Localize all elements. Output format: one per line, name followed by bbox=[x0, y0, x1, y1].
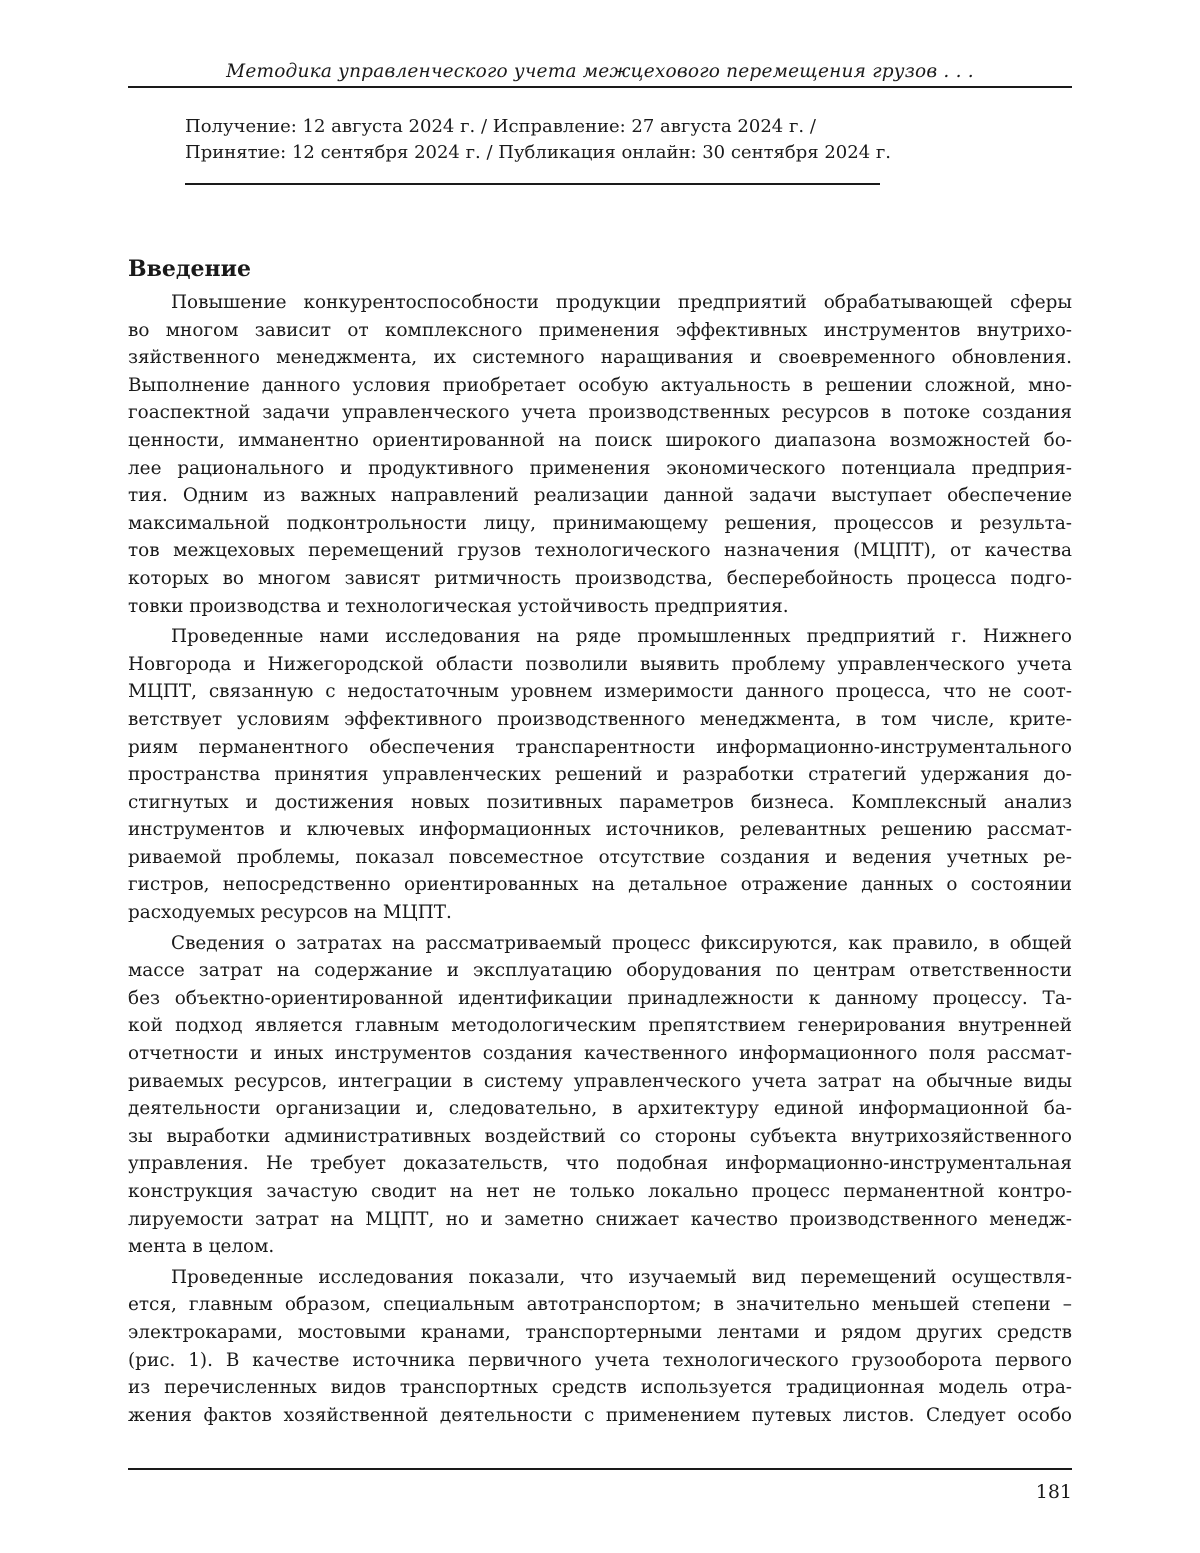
paragraph-line: ценности, имманентно ориентированной на поиск широкого диапазона возможностей бо- bbox=[128, 427, 1072, 455]
paragraph-line: конструкция зачастую сводит на нет не только локально процесс перманентной контро- bbox=[128, 1178, 1072, 1206]
paragraph-line: гистров, непосредственно ориентированных на детальное отражение данных о состоянии bbox=[128, 871, 1072, 899]
paragraph-line: кой подход является главным методологическим препятствием генерирования внутренней bbox=[128, 1012, 1072, 1040]
paragraph-line: расходуемых ресурсов на МЦПТ. bbox=[128, 899, 1072, 927]
footer-rule bbox=[128, 1468, 1072, 1470]
dates-rule bbox=[185, 183, 880, 185]
paragraph-line: Сведения о затратах на рассматриваемый процесс фиксируются, как правило, в общей bbox=[128, 930, 1072, 958]
paragraph-line: пространства принятия управленческих решений и разработки стратегий удержания до- bbox=[128, 761, 1072, 789]
paragraph-line: ется, главным образом, специальным автотранспортом; в значительно меньшей степени – bbox=[128, 1291, 1072, 1319]
paragraph bbox=[128, 930, 1072, 1261]
paragraph-line: товки производства и технологическая устойчивость предприятия. bbox=[128, 593, 1072, 621]
paragraph-line: риваемых ресурсов, интеграции в систему управленческого учета затрат на обычные виды bbox=[128, 1068, 1072, 1096]
paragraph-line: во многом зависит от комплексного применения эффективных инструментов внутрихо- bbox=[128, 317, 1072, 345]
paragraph-line: Повышение конкурентоспособности продукции предприятий обрабатывающей сферы bbox=[128, 289, 1072, 317]
paragraph-line: которых во многом зависят ритмичность производства, бесперебойность процесса подго- bbox=[128, 565, 1072, 593]
paragraph-line: Выполнение данного условия приобретает особую актуальность в решении сложной, мно- bbox=[128, 372, 1072, 400]
paragraph-line: тов межцеховых перемещений грузов технологического назначения (МЦПТ), от качества bbox=[128, 537, 1072, 565]
paragraph-line: жения фактов хозяйственной деятельности с применением путевых листов. Следует особо bbox=[128, 1402, 1072, 1430]
paragraph-line: гоаспектной задачи управленческого учета производственных ресурсов в потоке создания bbox=[128, 399, 1072, 427]
page-number: 181 bbox=[1036, 1480, 1072, 1504]
paragraph-line: массе затрат на содержание и эксплуатацию оборудования по центрам ответственности bbox=[128, 957, 1072, 985]
paragraph-line: ветствует условиям эффективного производственного менеджмента, в том числе, крите- bbox=[128, 706, 1072, 734]
paragraph-line: без объектно-ориентированной идентификации принадлежности к данному процессу. Та- bbox=[128, 985, 1072, 1013]
paragraph-line: максимальной подконтрольности лицу, принимающему решения, процессов и результа- bbox=[128, 510, 1072, 538]
paragraph-line: Проведенные нами исследования на ряде промышленных предприятий г. Нижнего bbox=[128, 623, 1072, 651]
dates-line-1: Получение: 12 августа 2024 г. / Исправление: 27 августа 2024 г. / bbox=[185, 114, 891, 140]
paragraph-line: зы выработки административных воздействий со стороны субъекта внутрихозяйственного bbox=[128, 1123, 1072, 1151]
paragraph-line: из перечисленных видов транспортных средств используется традиционная модель отра- bbox=[128, 1374, 1072, 1402]
paragraph-line: МЦПТ, связанную с недостаточным уровнем измеримости данного процесса, что не соот- bbox=[128, 678, 1072, 706]
paragraph-line: мента в целом. bbox=[128, 1233, 1072, 1261]
paragraph-line: управления. Не требует доказательств, что подобная информационно-инструментальная bbox=[128, 1150, 1072, 1178]
paragraph-line: риям перманентного обеспечения транспарентности информационно-инструментального bbox=[128, 734, 1072, 762]
paragraph-line: инструментов и ключевых информационных источников, релевантных решению рассмат- bbox=[128, 816, 1072, 844]
header-rule bbox=[128, 86, 1072, 88]
article-dates bbox=[185, 114, 891, 166]
paragraph bbox=[128, 1264, 1072, 1430]
paragraph-line: лируемости затрат на МЦПТ, но и заметно снижает качество производственного менедж- bbox=[128, 1206, 1072, 1234]
paragraph-line: отчетности и иных инструментов создания качественного информационного поля рассмат- bbox=[128, 1040, 1072, 1068]
paragraph-line: Новгорода и Нижегородской области позволили выявить проблему управленческого учета bbox=[128, 651, 1072, 679]
dates-line-2: Принятие: 12 сентября 2024 г. / Публикация онлайн: 30 сентября 2024 г. bbox=[185, 140, 891, 166]
paragraph-line: лее рационального и продуктивного применения экономического потенциала предприя- bbox=[128, 455, 1072, 483]
paragraph-line: электрокарами, мостовыми кранами, транспортерными лентами и рядом других средств bbox=[128, 1319, 1072, 1347]
paragraph-line: риваемой проблемы, показал повсеместное отсутствие создания и ведения учетных ре- bbox=[128, 844, 1072, 872]
paragraph bbox=[128, 623, 1072, 927]
section-title: Введение bbox=[128, 255, 251, 283]
paragraph-line: зяйственного менеджмента, их системного наращивания и своевременного обновления. bbox=[128, 344, 1072, 372]
paragraph-line: (рис. 1). В качестве источника первичного учета технологического грузооборота первого bbox=[128, 1347, 1072, 1375]
paragraph-line: тия. Одним из важных направлений реализации данной задачи выступает обеспечение bbox=[128, 482, 1072, 510]
running-header: Методика управленческого учета межцехового перемещения грузов . . . bbox=[128, 60, 1072, 84]
paragraph bbox=[128, 289, 1072, 620]
paragraph-line: Проведенные исследования показали, что изучаемый вид перемещений осуществля- bbox=[128, 1264, 1072, 1292]
article-body bbox=[128, 289, 1072, 1429]
paragraph-line: деятельности организации и, следовательно, в архитектуру единой информационной ба- bbox=[128, 1095, 1072, 1123]
paragraph-line: стигнутых и достижения новых позитивных параметров бизнеса. Комплексный анализ bbox=[128, 789, 1072, 817]
